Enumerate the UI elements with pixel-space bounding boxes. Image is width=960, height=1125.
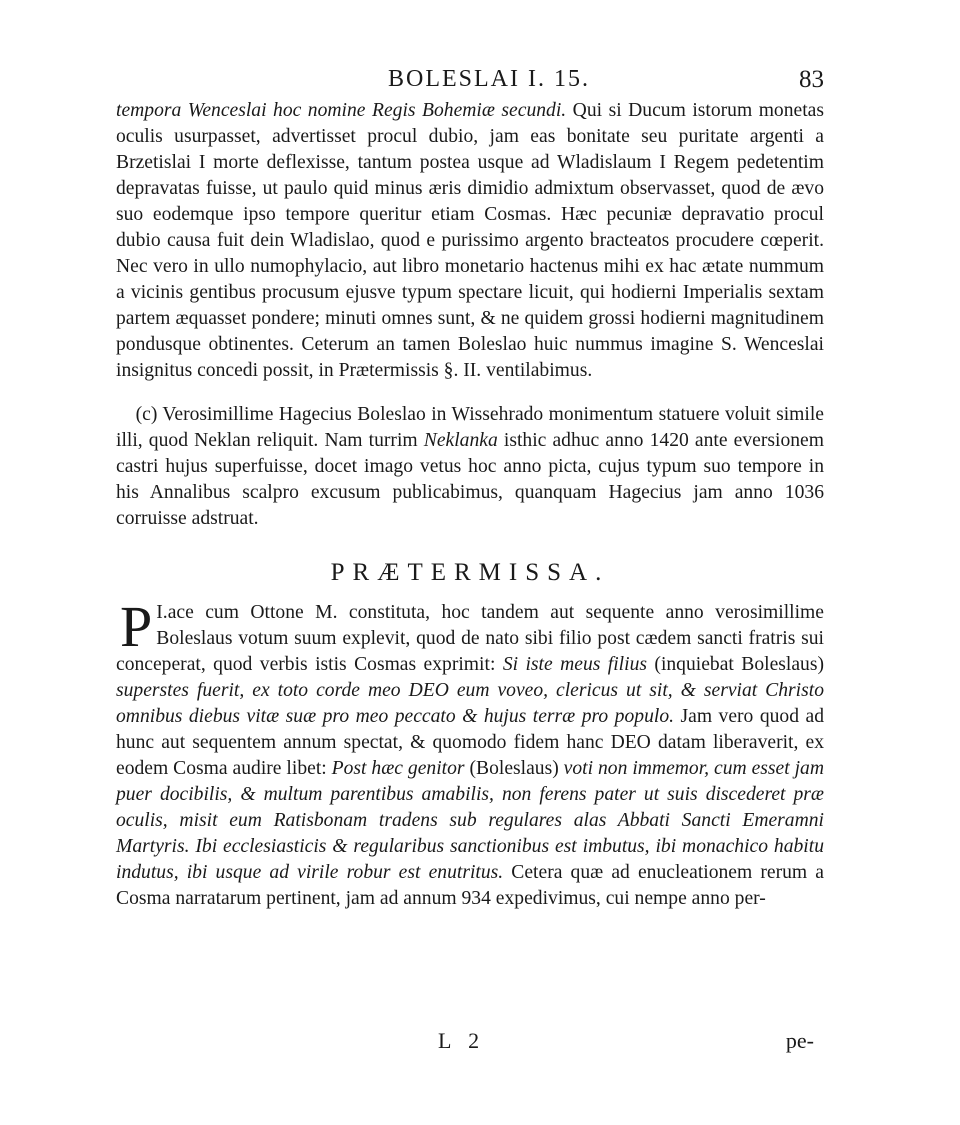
footnote-italic-name: Neklanka [423,430,498,451]
section-text-4: (Boleslaus) [464,758,564,779]
footnote-mark: (c) [135,404,158,425]
footnote-c [116,402,824,532]
section-text-1: ace cum Ottone M. constituta, hoc tandem aut sequente anno verosimillime Boleslaus votum suum explevit, quod de nato sibi filio post cædem sancti fratris sui conceperat, quod verbis istis Cosmas exprimit: [116,602,824,675]
drop-cap: P [120,594,153,659]
signature-mark: L 2 [438,1028,486,1053]
paragraph-continuation [116,98,824,384]
catchword: pe- [785,1028,814,1053]
page-number: 83 [799,66,824,93]
item-number: I. [156,602,168,623]
paragraph-gap [116,384,824,402]
section-italic-3: Post hæc genitor [331,758,465,779]
footnote-text-before: Verosimillime Hagecius Boleslao in Wissehrado monimentum statuere voluit simile illi, quod Neklan reliquit. Nam turrim [116,404,824,451]
section-text-2: (inquiebat Boleslaus) [647,654,824,675]
running-title: BOLESLAI I. 15. [388,66,590,92]
footnote-text-after: isthic adhuc anno 1420 ante eversionem castri hujus superfuisse, docet imago vetus hoc anno picta, cujus typum suo tempore in his Annalibus scalpro excusum publicabimus, quanquam Hagecius jam anno 1036 corruisse adstruat. [116,430,824,529]
section-text-3: Jam vero quod ad hunc aut sequentem annum spectat, & quomodo fidem hanc DEO datam liberaverit, ex eodem Cosma audire libet: [116,706,824,779]
body-text [116,98,824,912]
italic-lead: tempora Wenceslai hoc nomine Regis Bohemiæ secundi. [116,100,567,121]
section-italic-1: Si iste meus filius [502,654,647,675]
page-footer [118,1028,824,1058]
section-item-1 [116,594,825,912]
section-italic-2: superstes fuerit, ex toto corde meo DEO eum voveo, clericus ut sit, & serviat Christo omnibus diebus vitæ suæ pro meo peccato & hujus terræ pro populo. [116,680,824,727]
paragraph-text: Qui si Ducum istorum monetas oculis usurpasset, advertisset procul dubio, jam eas bonitate seu puritate argenti a Brzetislai I morte deflexisse, tantum postea usque ad Wladislaum I Regem pedetentim depravatas fuisse, ut paulo quid minus æris dimidio admixtum observasset, quod de ævo suo eodemque ipso tempore queritur etiam Cosmas. Hæc pecuniæ depravatio procul dubio causa fuit dein Wladislao, quod e purissimo argento bracteatos procudere cœperit. Nec vero in ullo numophylacio, aut libro monetario hactenus mihi ex hac ætate nummum a vicinis gentibus procusum ejusve typum spectare licuit, qui hodierni Imperialis sextam partem æquasset pondere; minuti omnes sunt, & ne quidem grossi hodierni magnitudinem pondusque obtinentes. Ceterum an tamen Boleslao huic nummus imagine S. Wenceslai insignitus concedi possit, in Prætermissis §. II. ventilabimus. [116,100,824,381]
section-italic-4: voti non immemor, cum esset jam puer docibilis, & multum parentibus amabilis, non ferens pater ut suis discederet præ oculis, misit eum Ratisbonam tradens sub regulares alas Abbati Sancti Emeramni Martyris. Ibi ecclesiasticis & regularibus sanctionibus est imbutus, ibi monachico habitu indutus, ibi usque ad virile robur est enutritus. [116,758,825,883]
page-header [118,66,824,102]
section-text-5: Cetera quæ ad enucleationem rerum a Cosma narratarum pertinent, jam ad annum 934 expedivimus, cui nempe anno per- [116,862,824,909]
section-heading: PRÆTERMISSA. [330,559,610,586]
